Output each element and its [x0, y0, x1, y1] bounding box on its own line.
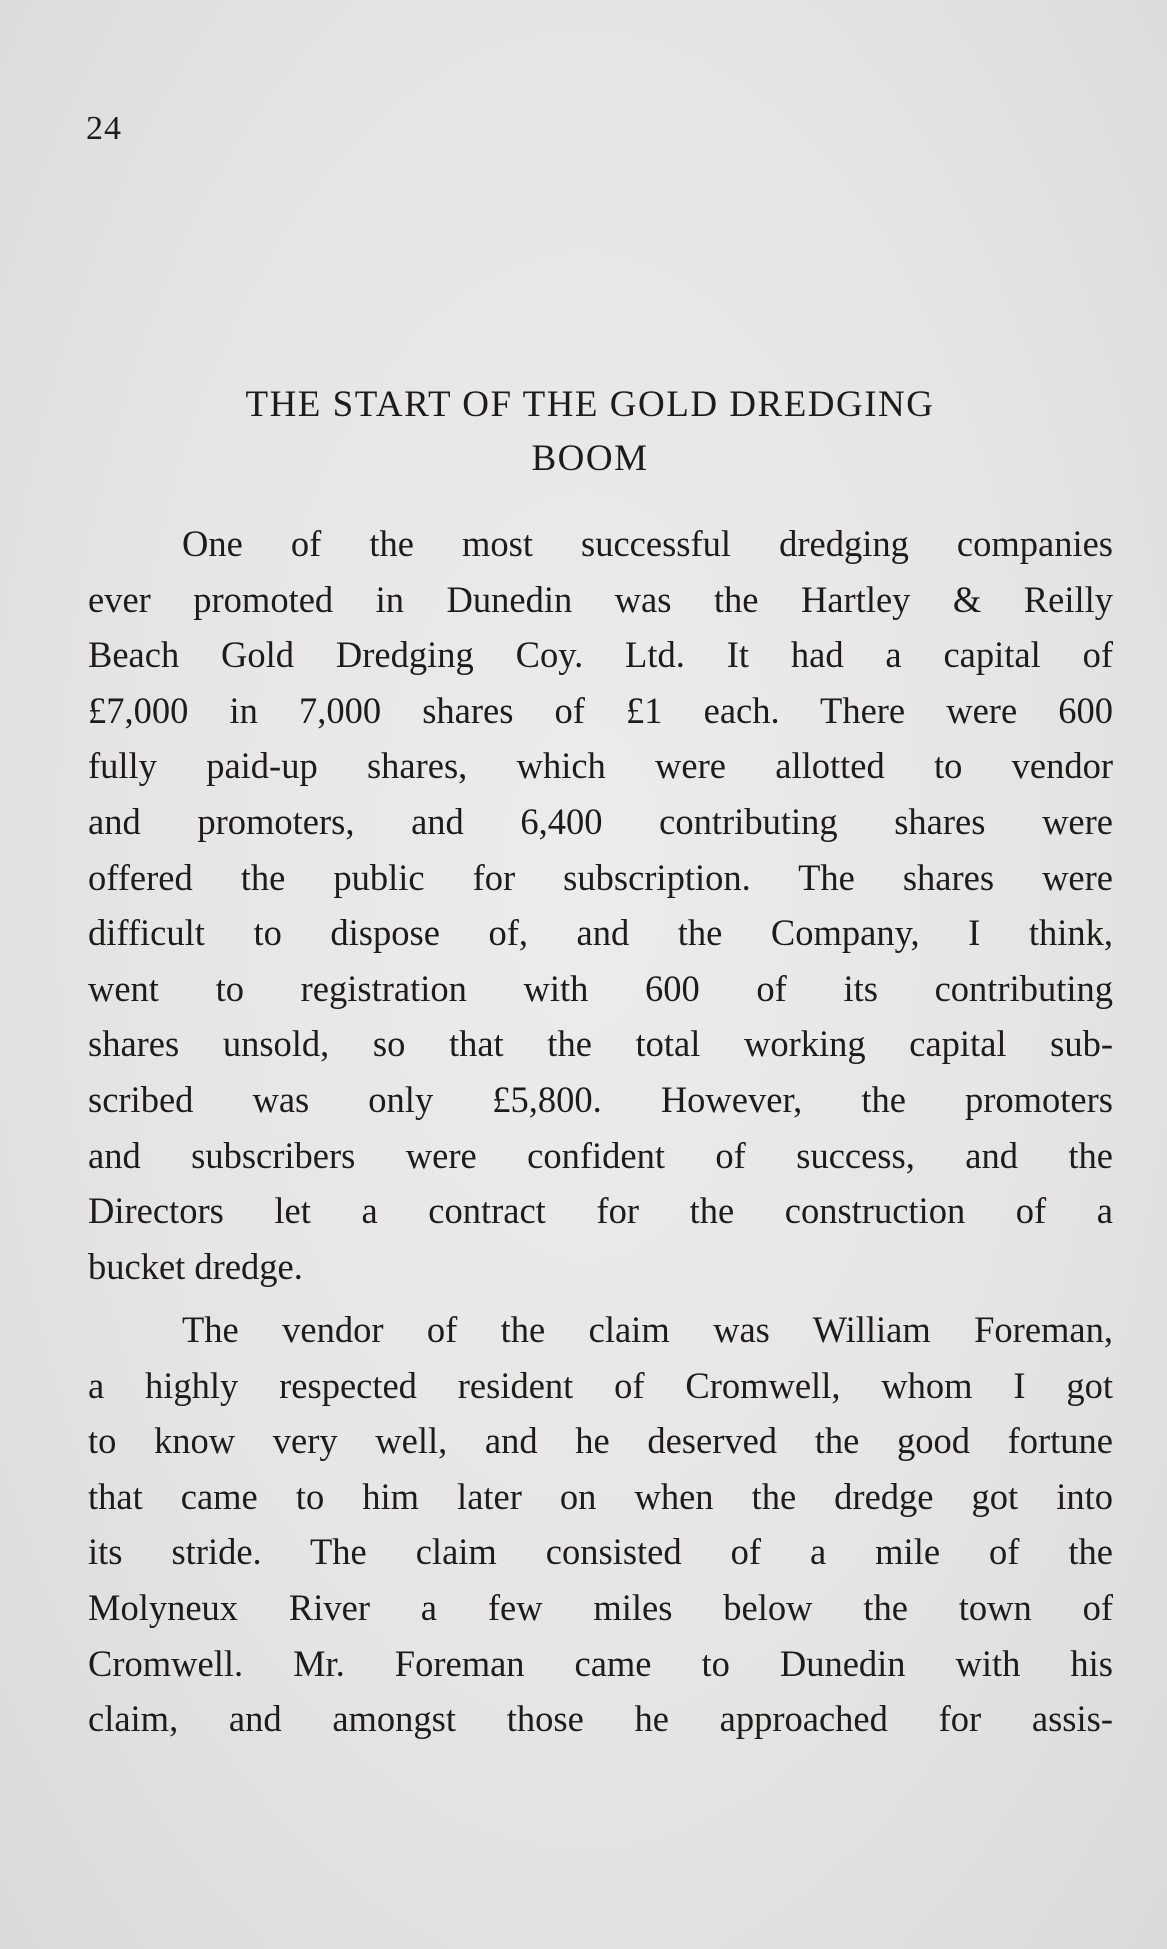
page-number: 24	[86, 110, 122, 147]
text-line: to know very well, and he deserved the good fortune	[88, 1420, 1113, 1462]
text-line: difficult to dispose of, and the Company, I think,	[88, 912, 1113, 954]
text-line: fully paid-up shares, which were allotted to vendor	[88, 745, 1113, 787]
text-line: The vendor of the claim was William Foreman,	[182, 1309, 1113, 1350]
text-line: and promoters, and 6,400 contributing shares were	[88, 800, 1113, 842]
text-line: that came to him later on when the dredge got into	[88, 1475, 1113, 1517]
text-line: and subscribers were confident of success, and the	[88, 1134, 1113, 1176]
text-line: Cromwell. Mr. Foreman came to Dunedin with his	[88, 1642, 1113, 1684]
text-line: £7,000 in 7,000 shares of £1 each. There were 600	[88, 689, 1113, 731]
text-line: scribed was only £5,800. However, the promoters	[88, 1078, 1113, 1120]
text-line: shares unsold, so that the total working capital sub-	[88, 1023, 1113, 1065]
text-line: Molyneux River a few miles below the town of	[88, 1586, 1113, 1628]
text-line: ever promoted in Dunedin was the Hartley & Reilly	[88, 578, 1113, 620]
text-line: Directors let a contract for the construction of a	[88, 1190, 1113, 1232]
text-line: One of the most successful dredging companies	[182, 523, 1113, 564]
section-title-line: THE START OF THE GOLD DREDGING	[245, 384, 935, 425]
text-line: claim, and amongst those he approached for assis-	[88, 1698, 1113, 1740]
text-line: bucket dredge.	[88, 1245, 303, 1287]
paragraph-1	[88, 516, 1113, 1294]
text-line: Beach Gold Dredging Coy. Ltd. It had a capital of	[88, 634, 1113, 676]
section-title	[140, 378, 1040, 486]
text-line: a highly respected resident of Cromwell, whom I got	[88, 1364, 1113, 1406]
text-line: went to registration with 600 of its contributing	[88, 967, 1113, 1009]
text-line: offered the public for subscription. The shares were	[88, 856, 1113, 898]
text-line: its stride. The claim consisted of a mile of the	[88, 1531, 1113, 1573]
section-title-line: BOOM	[531, 438, 649, 479]
paragraph-2	[88, 1302, 1113, 1747]
